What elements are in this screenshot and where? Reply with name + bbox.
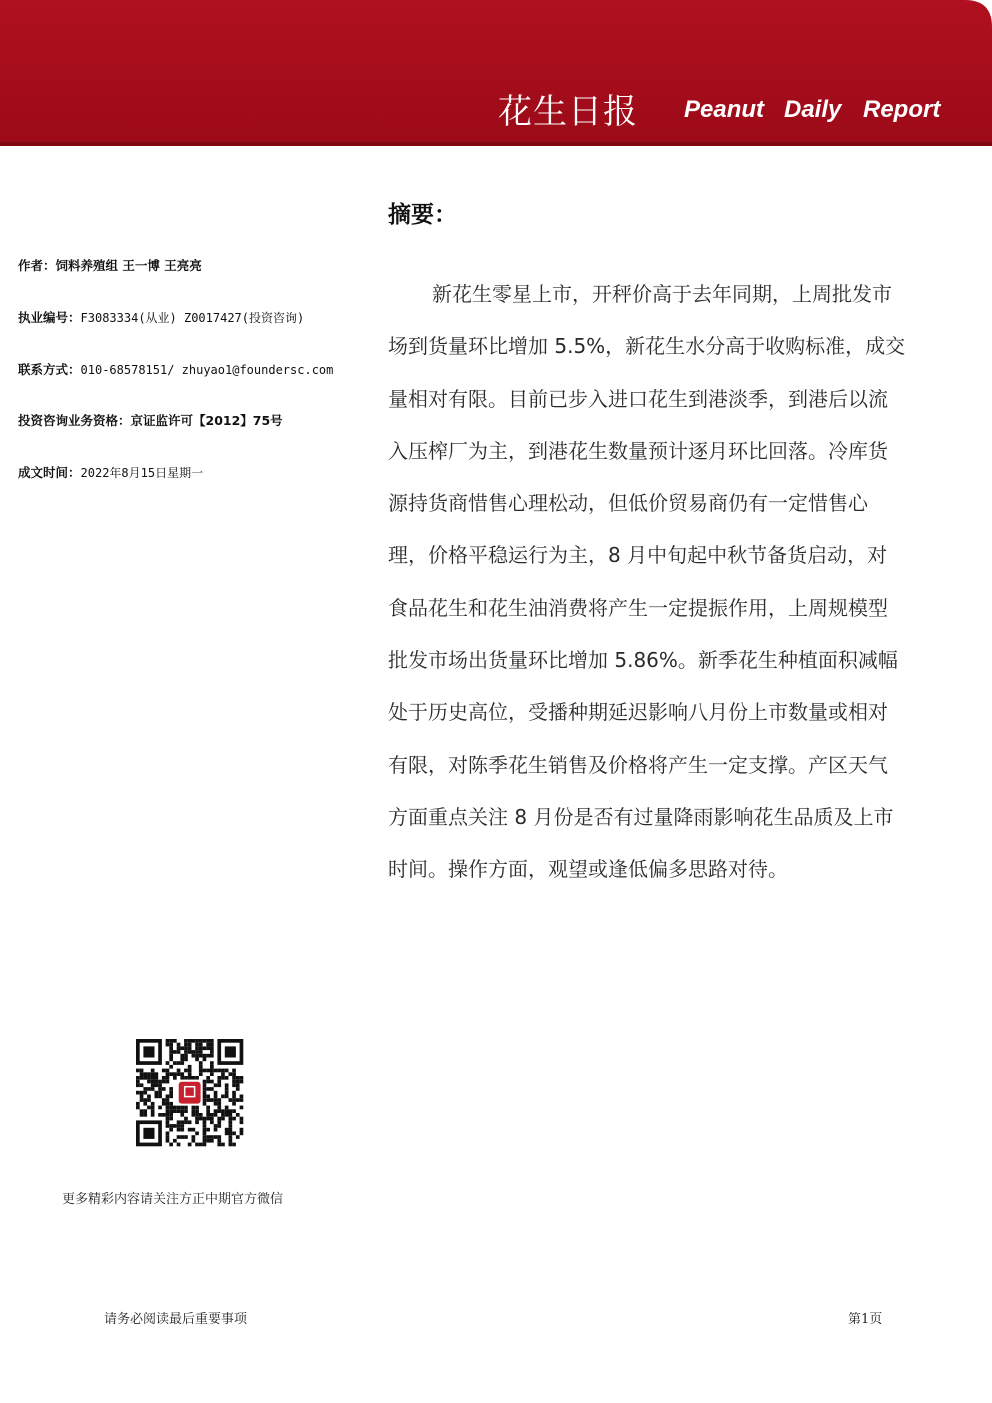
summary-line: 时间。操作方面，观望或逢低偏多思路对待。	[388, 857, 788, 882]
summary-line: 有限，对陈季花生销售及价格将产生一定支撑。产区天气	[388, 752, 888, 777]
qr-code-icon	[134, 1038, 246, 1148]
qr-caption: 更多精彩内容请关注方正中期官方微信	[62, 1192, 284, 1207]
summary-line: 入压榨厂为主，到港花生数量预计逐月环比回落。冷库货	[388, 438, 888, 463]
summary-line: 处于历史高位，受播种期延迟影响八月份上市数量或相对	[388, 700, 888, 725]
wechat-qr-code	[134, 1038, 246, 1148]
contact-line	[18, 360, 333, 378]
license-line	[18, 308, 304, 326]
summary-line: 量相对有限。目前已步入进口花生到港淡季，到港后以流	[388, 386, 888, 411]
page-number: 第1页	[848, 1312, 883, 1327]
summary-line: 理，价格平稳运行为主，8 月中旬起中秋节备货启动，对	[388, 543, 888, 568]
report-title-en-report: Report	[863, 96, 941, 123]
license-value: F3083334(从业) Z0017427(投资咨询)	[80, 311, 305, 325]
banner-background	[0, 0, 992, 146]
summary-line: 批发市场出货量环比增加 5.86%。新季花生种植面积减幅	[388, 648, 898, 673]
summary-line: 场到货量环比增加 5.5%，新花生水分高于收购标准，成交	[388, 334, 906, 359]
contact-label: 联系方式：	[18, 362, 81, 377]
date-line	[18, 463, 203, 481]
qr-logo	[179, 1082, 201, 1104]
summary-line: 新花生零星上市，开秤价高于去年同期，上周批发市	[432, 282, 892, 306]
report-title-en-peanut: Peanut	[684, 96, 765, 123]
date-label: 成文时间：	[18, 465, 81, 480]
summary-line: 源持货商惜售心理松动，但低价贸易商仍有一定惜售心	[388, 491, 868, 516]
contact-value: 010-68578151/ zhuyao1@foundersc.com	[80, 363, 334, 377]
header-banner	[0, 0, 992, 146]
report-title: 花生日报	[498, 92, 638, 132]
author-line: 作者：饲料养殖组 王一博 王亮亮	[18, 258, 202, 273]
footer-disclaimer: 请务必阅读最后重要事项	[104, 1312, 248, 1327]
license-label: 执业编号：	[18, 310, 81, 325]
summary-body	[388, 274, 966, 902]
summary-line: 食品花生和花生油消费将产生一定提振作用，上周规模型	[388, 595, 888, 620]
summary-line: 方面重点关注 8 月份是否有过量降雨影响花生品质及上市	[388, 804, 894, 829]
date-value: 2022年8月15日星期一	[80, 466, 204, 480]
report-title-en-daily: Daily	[784, 96, 842, 123]
summary-heading: 摘要：	[388, 202, 457, 228]
qualification-line: 投资咨询业务资格：京证监许可【2012】75号	[18, 413, 283, 428]
